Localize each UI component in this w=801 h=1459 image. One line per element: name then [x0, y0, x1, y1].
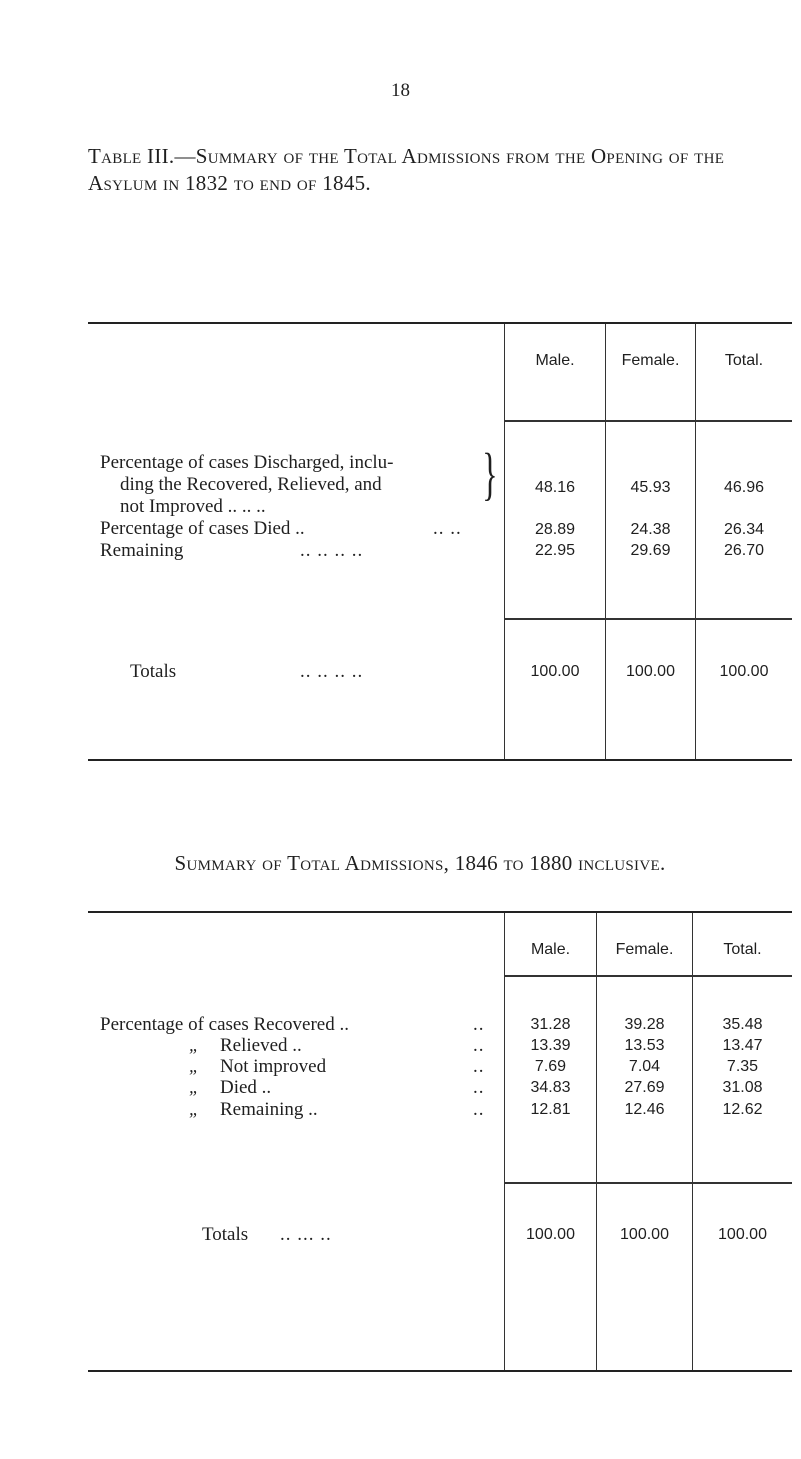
- column-header-female: Female.: [621, 352, 680, 369]
- column-header-total: Total.: [724, 352, 764, 369]
- ditto-mark: „: [189, 1056, 200, 1076]
- totals-rule: [693, 1182, 792, 1184]
- totals-rule: [505, 1182, 596, 1184]
- header-rule: [693, 975, 792, 977]
- row-label-discharged-line1: Percentage of cases Discharged, inclu-: [100, 452, 394, 473]
- cell-remaining-total: 12.62: [722, 1101, 763, 1118]
- cell-died-male: 34.83: [530, 1079, 571, 1096]
- row-leaders: .. ..: [433, 518, 462, 539]
- cell-died-total: 26.34: [723, 521, 765, 538]
- cell-died-total: 31.08: [722, 1079, 763, 1096]
- ditto-mark: „: [189, 1099, 200, 1119]
- cell-died-female: 24.38: [630, 521, 671, 538]
- column-divider: [596, 913, 597, 1370]
- summary-title-text: Summary of Total Admissions, 1846 to 1880 inclusive.: [174, 851, 666, 875]
- cell-totals-female: 100.00: [626, 663, 675, 680]
- cell-totals-male: 100.00: [530, 663, 580, 680]
- totals-rule: [606, 618, 695, 620]
- cell-died-male: 28.89: [534, 521, 576, 538]
- cell-relieved-male: 13.39: [530, 1037, 571, 1054]
- row-leaders: ..: [473, 1077, 485, 1098]
- row-leaders: ..: [473, 1099, 485, 1120]
- cell-remaining-male: 12.81: [530, 1101, 571, 1118]
- totals-leaders: .. ... ..: [280, 1224, 332, 1245]
- column-divider: [692, 913, 693, 1370]
- cell-not-improved-total: 7.35: [726, 1058, 759, 1075]
- cell-discharged-male: 48.16: [534, 479, 576, 496]
- cell-totals-female: 100.00: [620, 1226, 669, 1243]
- cell-remaining-female: 29.69: [630, 542, 671, 559]
- cell-not-improved-male: 7.69: [534, 1058, 567, 1075]
- column-header-male: Male.: [530, 941, 571, 958]
- header-rule: [606, 420, 695, 422]
- cell-died-female: 27.69: [624, 1079, 665, 1096]
- column-header-female: Female.: [615, 941, 674, 958]
- row-label-relieved: Relieved ..: [220, 1035, 302, 1056]
- cell-discharged-female: 45.93: [630, 479, 671, 496]
- table-3: [88, 322, 792, 761]
- column-divider: [504, 913, 505, 1370]
- ditto-mark: „: [189, 1035, 200, 1055]
- totals-rule: [696, 618, 792, 620]
- table-3-title-rest: —Summary of the Total Admissions from the Opening of the Asylum in 1832 to end of 1845.: [88, 144, 725, 195]
- row-label-discharged-line2: ding the Recovered, Relieved, and: [120, 474, 382, 495]
- totals-rule: [597, 1182, 692, 1184]
- cell-remaining-total: 26.70: [723, 542, 765, 559]
- cell-discharged-total: 46.96: [723, 479, 765, 496]
- page-number: 18: [391, 80, 410, 101]
- totals-leaders: .. .. .. ..: [300, 661, 364, 682]
- column-header-total: Total.: [723, 941, 762, 958]
- header-rule: [505, 420, 605, 422]
- header-rule: [597, 975, 692, 977]
- cell-remaining-female: 12.46: [624, 1101, 665, 1118]
- header-rule: [505, 975, 596, 977]
- row-label-recovered: Percentage of cases Recovered ..: [100, 1014, 349, 1035]
- cell-recovered-female: 39.28: [624, 1016, 665, 1033]
- cell-recovered-total: 35.48: [722, 1016, 763, 1033]
- cell-totals-total: 100.00: [718, 1226, 767, 1243]
- row-label-remaining: Remaining: [100, 540, 184, 561]
- summary-1846-1880-table: [88, 911, 792, 1372]
- cell-recovered-male: 31.28: [530, 1016, 571, 1033]
- row-leaders: ..: [473, 1014, 485, 1035]
- cell-remaining-male: 22.95: [534, 542, 576, 559]
- cell-totals-male: 100.00: [526, 1226, 575, 1243]
- summary-1846-1880-title: [60, 850, 780, 877]
- totals-rule: [505, 618, 605, 620]
- header-rule: [696, 420, 792, 422]
- cell-relieved-female: 13.53: [624, 1037, 665, 1054]
- cell-relieved-total: 13.47: [722, 1037, 763, 1054]
- cell-not-improved-female: 7.04: [628, 1058, 661, 1075]
- row-label-not-improved: Not improved: [220, 1056, 327, 1077]
- row-leaders: ..: [473, 1035, 485, 1056]
- cell-totals-total: 100.00: [719, 663, 769, 680]
- right-brace: }: [482, 441, 498, 506]
- table-3-title-lead: Table III.: [88, 144, 175, 168]
- row-label-died: Percentage of cases Died ..: [100, 518, 305, 539]
- totals-label: Totals: [130, 661, 177, 682]
- row-leaders: .. .. .. ..: [300, 540, 364, 561]
- totals-label: Totals: [202, 1224, 249, 1245]
- row-label-discharged-line3: not Improved .. .. ..: [120, 496, 266, 517]
- row-leaders: ..: [473, 1056, 485, 1077]
- row-label-died: Died ..: [220, 1077, 272, 1098]
- ditto-mark: „: [189, 1077, 200, 1097]
- row-label-remaining: Remaining ..: [220, 1099, 318, 1120]
- table-3-title: [88, 143, 778, 197]
- column-header-male: Male.: [535, 352, 575, 369]
